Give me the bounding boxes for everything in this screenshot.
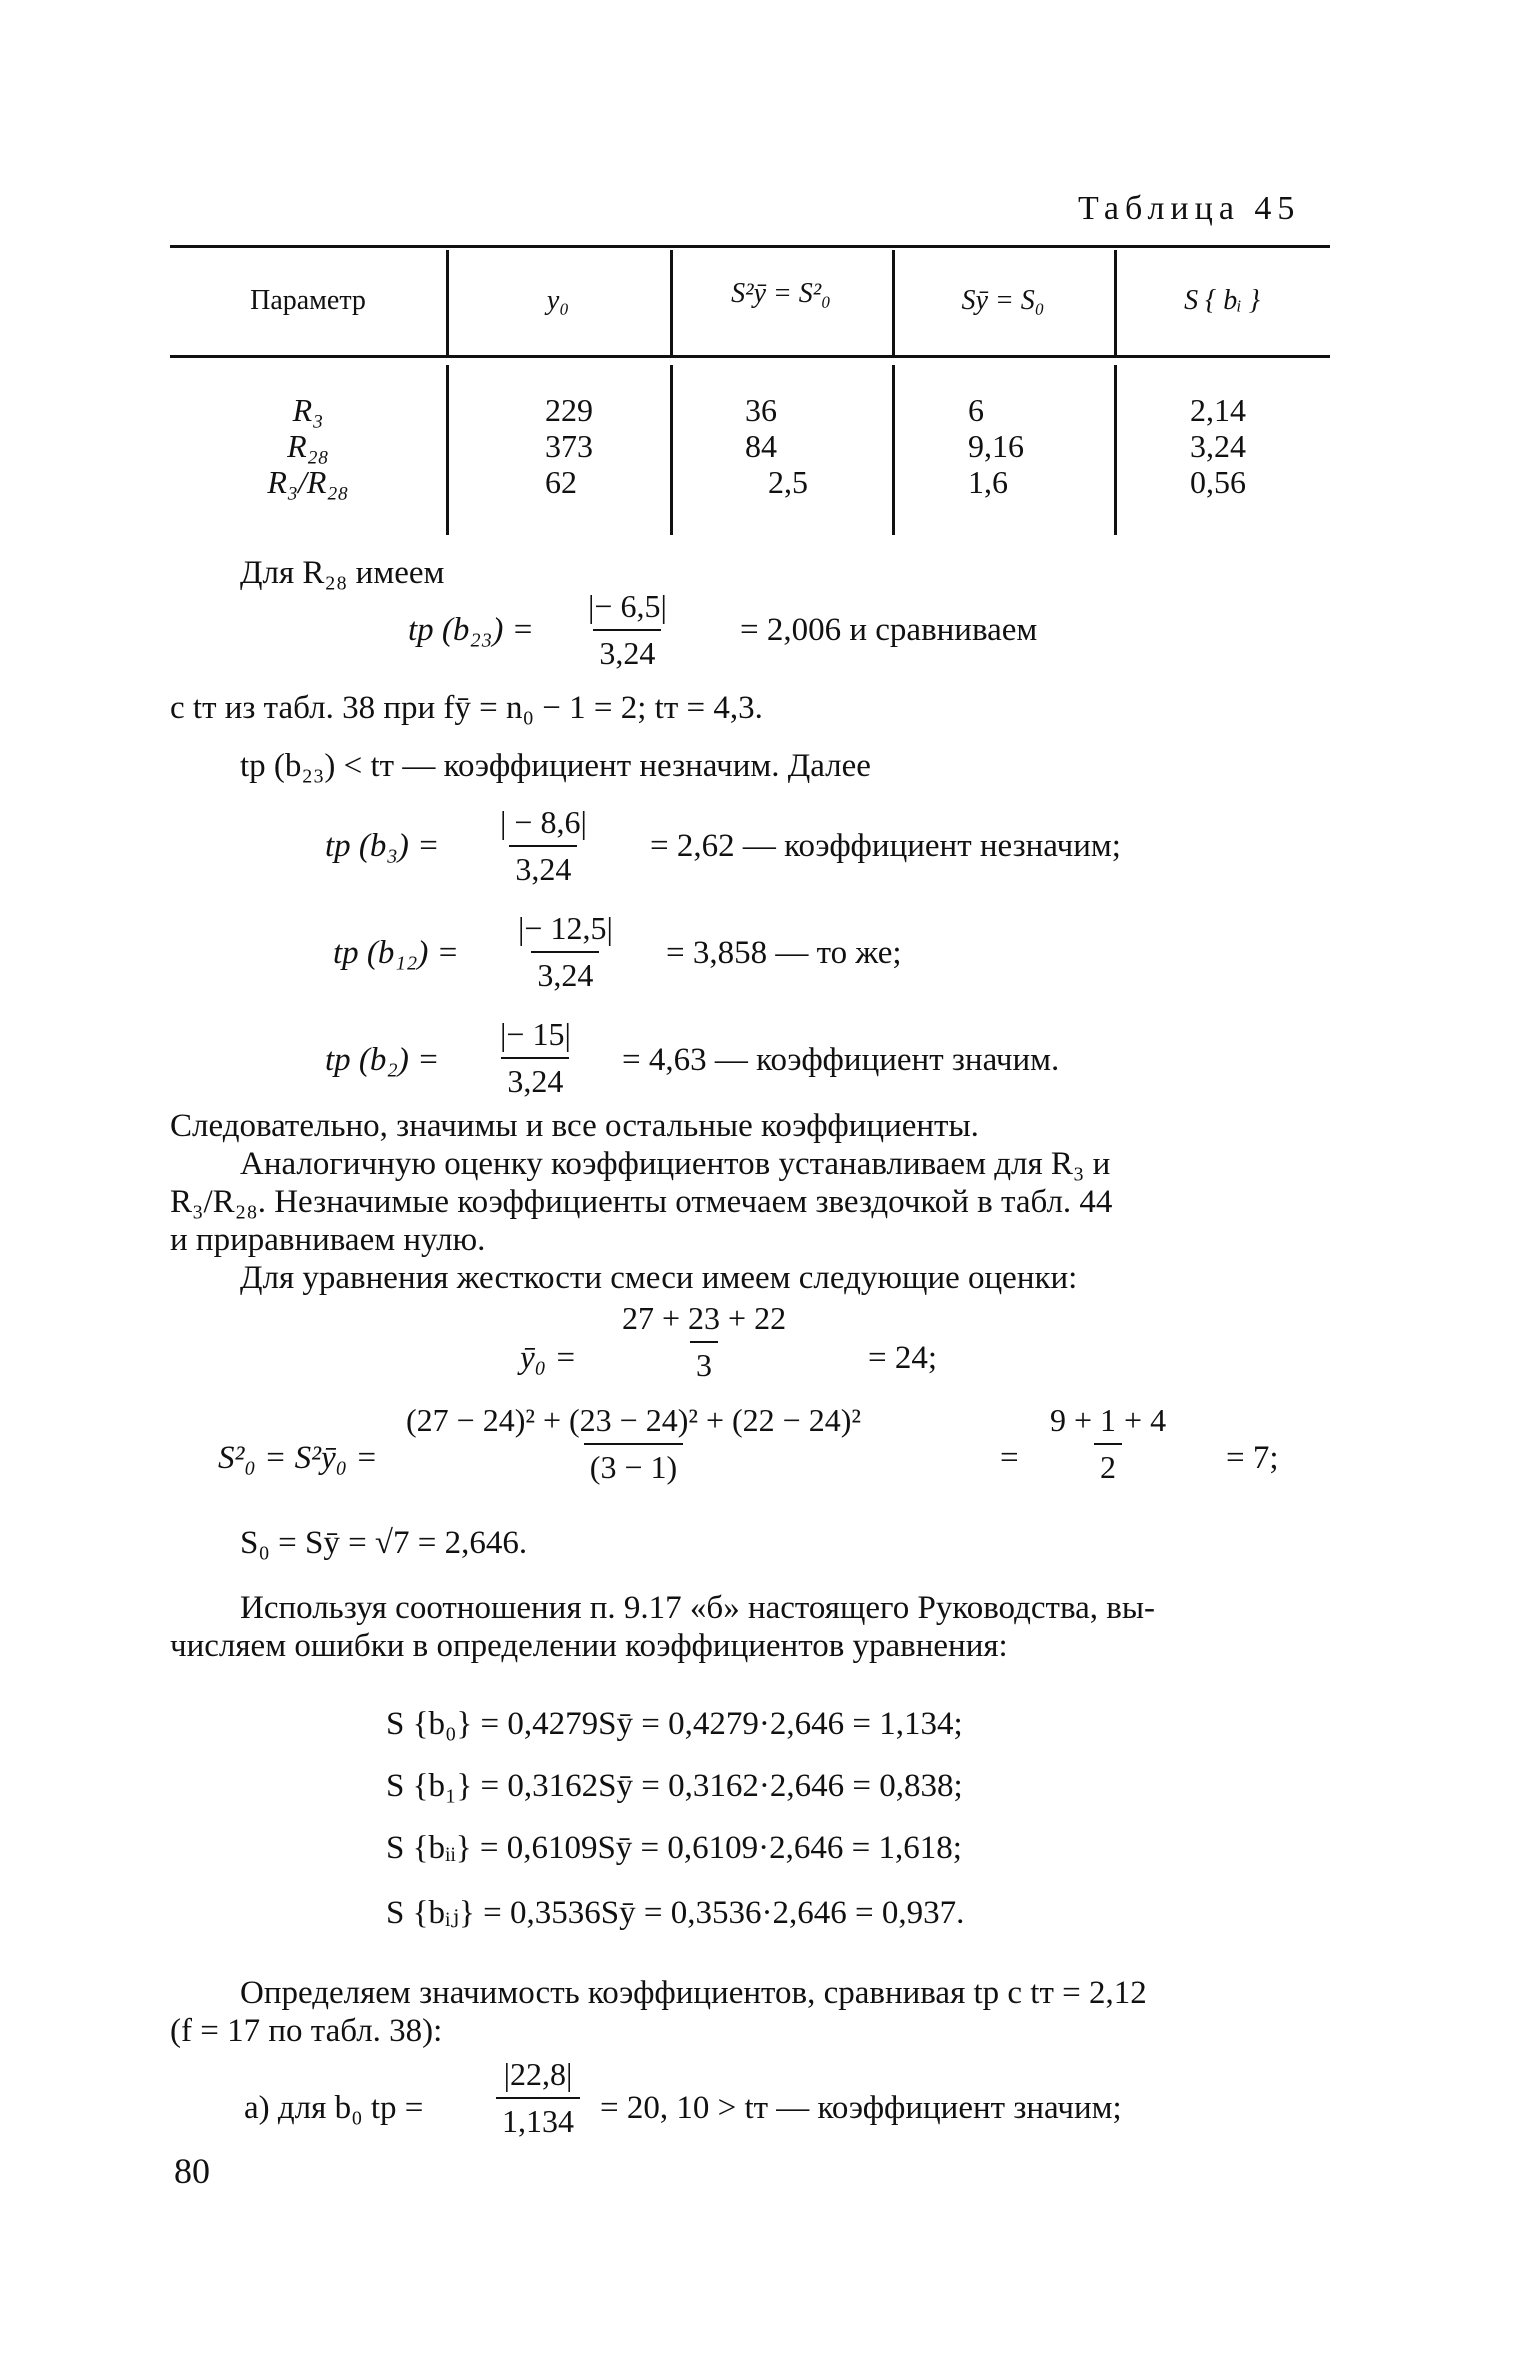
eq2-lhs: tр (b₃) = — [325, 828, 440, 864]
eq4-denominator: 3,24 — [501, 1057, 569, 1100]
table-cell-std: 1,6 — [968, 464, 1008, 500]
eq4-fraction — [494, 1016, 577, 1100]
table-col-divider — [670, 365, 673, 535]
table-header-y0: y₀ — [546, 285, 570, 316]
table-header-variance: S²ȳ = S²₀ — [731, 278, 831, 309]
paragraph-2-line-3: и приравниваем нулю. — [170, 1222, 486, 1258]
eq1-denominator: 3,24 — [593, 629, 661, 672]
table-cell-variance: 36 — [745, 392, 777, 428]
variance-denominator-simplified: 2 — [1094, 1443, 1122, 1486]
error-bij: S {bᵢⱼ} = 0,3536Sȳ = 0,3536·2,646 = 0,937. — [386, 1895, 965, 1931]
table-cell-variance: 84 — [745, 428, 777, 464]
paragraph-1: Следовательно, значимы и все остальные коэффициенты. — [170, 1108, 979, 1144]
paragraph-5-line-1: Определяем значимость коэффициентов, сравнивая tр с tт = 2,12 — [240, 1975, 1147, 2011]
variance-rhs: = 7; — [1226, 1440, 1279, 1476]
eq4-numerator: |− 15| — [500, 1016, 571, 1052]
mean-numerator: 27 + 23 + 22 — [622, 1300, 787, 1336]
eq2-numerator: | − 8,6| — [500, 804, 587, 840]
table-top-rule — [170, 245, 1330, 248]
eq3-lhs: tр (b₁₂) = — [333, 935, 459, 971]
table-cell-coef-error: 3,24 — [1190, 428, 1246, 464]
eq4-rhs: = 4,63 — коэффициент значим. — [622, 1042, 1060, 1078]
table-col-divider — [892, 365, 895, 535]
paragraph-5-line-2: (f = 17 по табл. 38): — [170, 2013, 443, 2049]
eq2-fraction — [494, 804, 593, 888]
mean-rhs: = 24; — [868, 1340, 938, 1376]
table-cell-param: R₃/R₂₈ — [267, 464, 349, 500]
table-col-divider — [446, 365, 449, 535]
table-cell-y0: 62 — [545, 464, 577, 500]
paragraph-2-line-1: Аналогичную оценку коэффициентов устанавливаем для R₃ и — [240, 1146, 1111, 1182]
eq1-fraction — [582, 588, 673, 672]
table-cell-y0: 229 — [545, 392, 593, 428]
mean-denominator: 3 — [690, 1341, 718, 1384]
variance-fraction-simplified — [1044, 1402, 1172, 1486]
variance-fraction — [400, 1402, 867, 1486]
table-cell-param: R₂₈ — [287, 428, 329, 464]
item-a-denominator: 1,134 — [496, 2097, 580, 2140]
item-a-lhs: а) для b₀ tр = — [244, 2090, 424, 2126]
eq3-rhs: = 3,858 — то же; — [666, 935, 902, 971]
item-a-fraction — [496, 2056, 580, 2140]
mean-lhs: ȳ₀ = — [520, 1340, 577, 1376]
eq1-numerator: |− 6,5| — [588, 588, 667, 624]
table-header-coef-error: S { bᵢ } — [1184, 285, 1260, 316]
table-cell-param: R₃ — [292, 392, 324, 428]
eq3-denominator: 3,24 — [531, 951, 599, 994]
variance-lhs: S²₀ = S²ȳ₀ = — [218, 1440, 378, 1476]
eq1-rhs: = 2,006 и сравниваем — [740, 612, 1038, 648]
error-b1: S {b₁} = 0,3162Sȳ = 0,3162·2,646 = 0,838; — [386, 1768, 963, 1804]
paragraph-4-line-1: Используя соотношения п. 9.17 «б» настоящего Руководства, вы- — [240, 1590, 1155, 1626]
paragraph-4-line-2: числяем ошибки в определении коэффициентов уравнения: — [170, 1628, 1008, 1664]
eq3-fraction — [512, 910, 619, 994]
table-caption: Таблица 45 — [1078, 190, 1301, 227]
table-cell-coef-error: 2,14 — [1190, 392, 1246, 428]
eq3-numerator: |− 12,5| — [518, 910, 613, 946]
variance-equals: = — [1000, 1440, 1019, 1476]
table-cell-variance: 2,5 — [768, 464, 808, 500]
table-cell-coef-error: 0,56 — [1190, 464, 1246, 500]
error-bii: S {bᵢᵢ} = 0,6109Sȳ = 0,6109·2,646 = 1,618; — [386, 1830, 962, 1866]
intro-line: Для R₂₈ имеем — [240, 555, 445, 591]
table-header-std: Sȳ = S₀ — [961, 285, 1045, 316]
table-header-param: Параметр — [250, 285, 366, 316]
std-equation: S₀ = Sȳ = √7 = 2,646. — [240, 1525, 528, 1561]
page-number: 80 — [174, 2151, 210, 2191]
paragraph-2-line-2: R₃/R₂₈. Незначимые коэффициенты отмечаем звездочкой в табл. 44 — [170, 1184, 1113, 1220]
item-a-rhs: = 20, 10 > tт — коэффициент значим; — [600, 2090, 1122, 2126]
eq2-rhs: = 2,62 — коэффициент незначим; — [650, 828, 1121, 864]
table-header-rule — [170, 355, 1330, 358]
table-cell-std: 9,16 — [968, 428, 1024, 464]
item-a-numerator: |22,8| — [503, 2056, 573, 2092]
eq1-lhs: tр (b₂₃) = — [408, 612, 534, 648]
compare-line: с tт из табл. 38 при fȳ = n₀ − 1 = 2; tт = 4,3. — [170, 690, 763, 726]
table-col-divider — [1114, 365, 1117, 535]
insignificant-line: tр (b₂₃) < tт — коэффициент незначим. Далее — [240, 748, 871, 784]
table-cell-y0: 373 — [545, 428, 593, 464]
variance-denominator: (3 − 1) — [584, 1443, 683, 1486]
variance-numerator: (27 − 24)² + (23 − 24)² + (22 − 24)² — [406, 1402, 861, 1438]
error-b0: S {b₀} = 0,4279Sȳ = 0,4279·2,646 = 1,134; — [386, 1706, 963, 1742]
table-cell-std: 6 — [968, 392, 984, 428]
variance-numerator-simplified: 9 + 1 + 4 — [1050, 1402, 1167, 1438]
paragraph-3: Для уравнения жесткости смеси имеем следующие оценки: — [240, 1260, 1078, 1296]
eq4-lhs: tр (b₂) = — [325, 1042, 440, 1078]
eq2-denominator: 3,24 — [509, 845, 577, 888]
mean-fraction — [616, 1300, 792, 1384]
